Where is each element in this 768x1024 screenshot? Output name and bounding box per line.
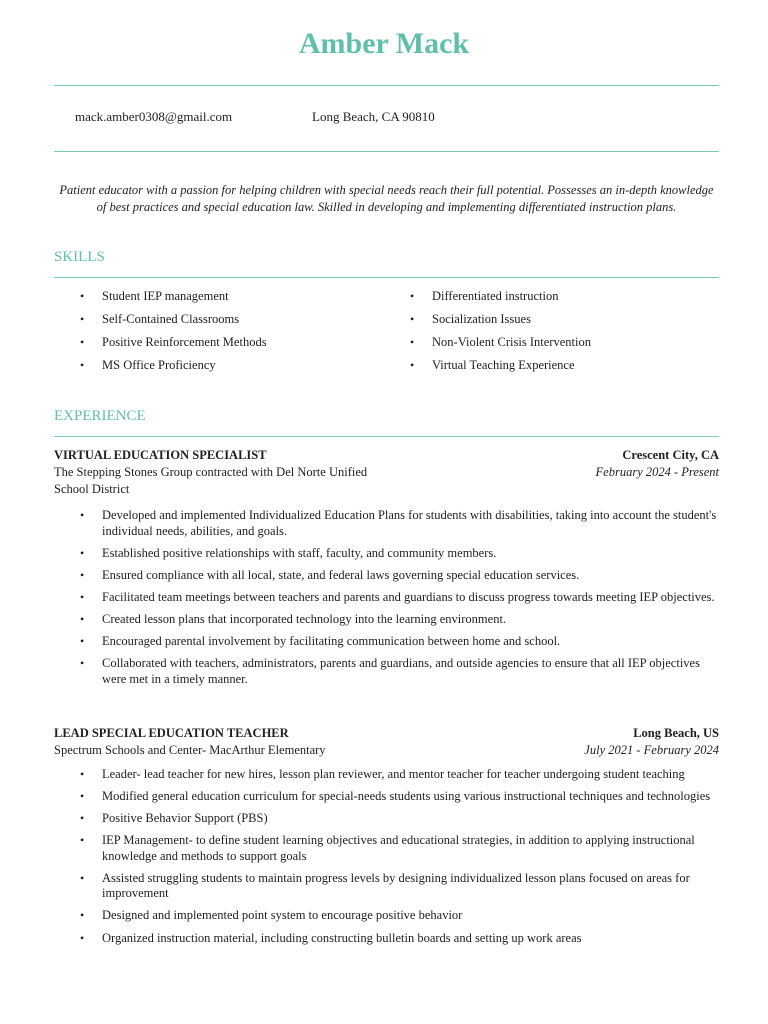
skill-item: • MS Office Proficiency	[80, 358, 267, 373]
skill-item: • Differentiated instruction	[410, 289, 591, 304]
job-bullet: • Collaborated with teachers, administrators, parents and guardians, and outside agencies to ensure that all IEP objectives were met in a timely manner.	[54, 656, 719, 687]
skill-item: • Virtual Teaching Experience	[410, 358, 591, 373]
job-entry-1	[54, 447, 719, 694]
skills-divider	[54, 277, 719, 278]
contact-location: Long Beach, CA 90810	[312, 109, 435, 124]
job-bullets	[54, 767, 719, 946]
skill-item: • Positive Reinforcement Methods	[80, 335, 267, 350]
skill-item: • Non-Violent Crisis Intervention	[410, 335, 591, 350]
job-bullet: • Positive Behavior Support (PBS)	[54, 811, 719, 827]
job-bullet: • Encouraged parental involvement by facilitating communication between home and school.	[54, 634, 719, 650]
skills-list-right	[410, 289, 591, 381]
skill-item: • Self-Contained Classrooms	[80, 312, 267, 327]
skill-item: • Socialization Issues	[410, 312, 591, 327]
job-bullets	[54, 508, 719, 687]
job-bullet: • Facilitated team meetings between teachers and parents and guardians to discuss progress towards meeting IEP objectives.	[54, 590, 719, 606]
job-location: Crescent City, CA	[622, 448, 719, 462]
job-bullet: • Assisted struggling students to maintain progress levels by designing individualized lesson plans focused on areas for improvement	[54, 871, 719, 902]
job-bullet: • IEP Management- to define student learning objectives and educational strategies, in addition to applying instructional knowledge and methods to support goals	[54, 833, 719, 864]
job-bullet: • Designed and implemented point system to encourage positive behavior	[54, 908, 719, 924]
job-title: LEAD SPECIAL EDUCATION TEACHER	[54, 726, 289, 740]
job-bullet: • Modified general education curriculum for special-needs students using various instructional techniques and technologies	[54, 789, 719, 805]
header-divider-bottom	[54, 151, 719, 152]
experience-divider	[54, 436, 719, 437]
job-bullet: • Established positive relationships with staff, faculty, and community members.	[54, 546, 719, 562]
job-bullet: • Organized instruction material, including constructing bulletin boards and setting up work areas	[54, 931, 719, 947]
experience-heading: EXPERIENCE	[54, 408, 146, 424]
job-bullet: • Ensured compliance with all local, state, and federal laws governing special education services.	[54, 568, 719, 584]
candidate-name: Amber Mack	[298, 27, 470, 60]
header-divider-top	[54, 85, 719, 86]
job-company: The Stepping Stones Group contracted with Del Norte Unified School District	[54, 465, 368, 496]
skills-heading: SKILLS	[54, 249, 105, 265]
job-bullet: • Created lesson plans that incorporated technology into the learning environment.	[54, 612, 719, 628]
skills-list-left	[80, 289, 267, 381]
professional-summary: Patient educator with a passion for helping children with special needs reach their full potential. Possesses an in-depth knowledge of best practices and special education law. Skilled in developing and implementing differentiated instruction plans.	[59, 183, 714, 214]
job-company: Spectrum Schools and Center- MacArthur Elementary	[54, 743, 326, 757]
job-bullet: • Developed and implemented Individualized Education Plans for students with disabilities, taking into account the student's individual needs, abilities, and goals.	[54, 508, 719, 539]
job-location: Long Beach, US	[633, 726, 719, 740]
skill-item: • Student IEP management	[80, 289, 267, 304]
job-entry-2	[54, 725, 719, 953]
job-dates: February 2024 - Present	[595, 465, 719, 479]
job-title: VIRTUAL EDUCATION SPECIALIST	[54, 448, 267, 462]
job-dates: July 2021 - February 2024	[584, 743, 719, 757]
contact-email: mack.amber0308@gmail.com	[75, 109, 233, 124]
job-bullet: • Leader- lead teacher for new hires, lesson plan reviewer, and mentor teacher for teacher undergoing student teaching	[54, 767, 719, 783]
